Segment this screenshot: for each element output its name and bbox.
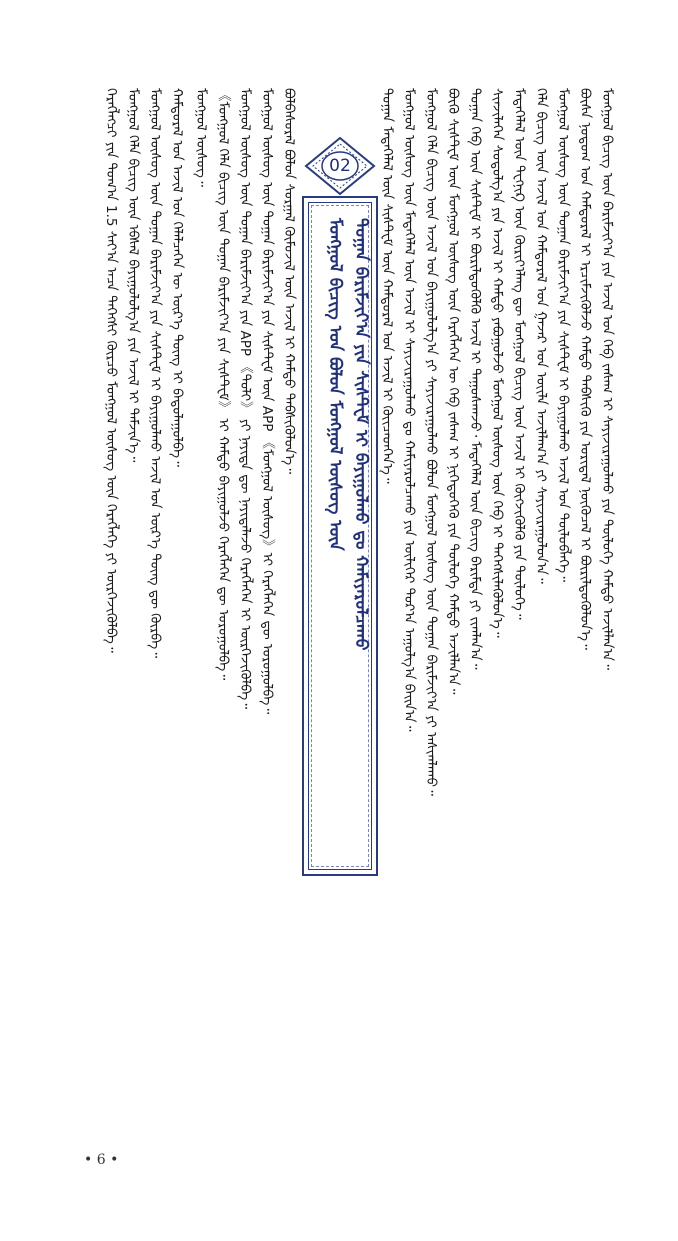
page-number: • 6 •: [84, 1152, 119, 1168]
lower-line-8: ᠮᠣᠩᠭᠣᠯ ᠬᠡᠯᠡ ᠪᠢᠴᠢᠭ ᠦᠨ ᠡᠪᠰᠡᠯ ᠪᠠᠶᠢᠭᠤᠯᠤᠯᠭ᠎ᠠ ᠶᠢᠨ ᠠᠵᠢᠯ ᠢ ᠳᠡᠮᠵᠢᠨ᠎ᠡ᠃: [125, 88, 141, 463]
section-heading-box: [302, 196, 378, 876]
upper-line-1: ᠮᠣᠩᠭᠣᠯ ᠦᠰᠦᠭ ᠦᠨ ᠮᠡᠳᠡᠭᠡᠯᠡᠯ ᠦᠨ ᠠᠵᠢᠯ ᠢ ᠰᠠᠶᠢᠵᠢᠷᠠᠭᠤᠯᠬᠤ ᠳᠤ ᠬᠠᠮᠢᠶᠠᠷᠤᠯᠴᠠᠬᠤ ᠶᠢᠨ ᠦᠯᠢᠭᠡᠷ ᠳᠣᠷ᠎ᠠ ᠠᠭᠤᠯᠭ᠎ᠠ ᠪᠠᠢᠨ᠎ᠠ᠃: [401, 88, 417, 732]
section-heading-line-1: ᠮᠣᠩᠭᠣᠯ ᠪᠢᠴᠢᠭ ᠤᠨ ᠪᠣᠯᠤᠨ ᠮᠣᠩᠭᠣᠯ ᠦᠰᠦᠭ ᠦᠨ: [325, 218, 345, 551]
upper-line-7: ᠬᠡᠯᠡ ᠪᠢᠴᠢᠭ ᠦᠨ ᠠᠵᠢᠯ ᠤᠨ ᠬᠠᠮᠲᠤᠷᠠᠯ ᠤᠨ ᠭᠠᠵᠠᠷ ᠤᠨ ᠦᠢᠯᠡ ᠠᠵᠢᠯᠯᠠᠭ᠎ᠠ ᠶᠢ ᠰᠠᠶᠢᠵᠢᠷᠠᠭᠤᠯᠤᠨ᠎ᠠ᠃: [533, 88, 549, 584]
lower-line-3: ᠮᠣᠩᠭᠣᠯ ᠦᠰᠦᠭ ᠦᠨ ᠲᠣᠭᠠᠨ ᠪᠠᠷᠢᠮᠵᠢᠶ᠎ᠠ ᠶᠢᠨ APP 《ᠲᠣᠯᠢ》 ᠶᠢ ᠨᠡᠶᠢᠲᠡ ᠳᠦ ᠨᠡᠶᠢᠲᠡᠯᠡᠵᠦ ᠬᠡᠷᠡᠭᠯᠡᠭᠡᠨ ᠢ ᠥᠷᠭᠡᠵᠢᠭᠦᠯᠪᠡ᠃: [237, 88, 253, 710]
lower-line-6: ᠬᠠᠮᠲᠤᠷᠠᠯ ᠤᠨ ᠠᠵᠢᠯ ᠤᠨ ᠬᠡᠯᠡᠯᠴᠡᠭᠡᠨ ᠦ ᠦᠷ᠎ᠡ ᠳᠦᠩ ᠢ ᠪᠠᠲᠤᠯᠠᠭᠤᠯᠪᠠ᠃: [169, 88, 185, 467]
upper-line-9: ᠪᠦᠰᠡ ᠨᠤᠲᠤᠭ ᠤᠨ ᠬᠠᠮᠲᠤᠷᠠᠯ ᠢ ᠡᠷᠴᠢᠮᠵᠢᠭᠦᠯᠵᠦ ᠬᠠᠮᠲᠤ ᠳᠡᠪᠰᠢᠬᠦ ᠶᠢᠨ ᠤᠷᠢᠳᠠᠯ ᠨᠥᠬᠦᠴᠡᠯ ᠢ ᠪᠦᠷᠢᠯᠳᠦᠭᠦᠯᠦᠨ᠎ᠡ᠃: [577, 88, 593, 650]
upper-line-8: ᠮᠣᠩᠭᠣᠯ ᠦᠰᠦᠭ ᠦᠨ ᠲᠣᠭᠠᠨ ᠪᠠᠷᠢᠮᠵᠢᠶ᠎ᠠ ᠶᠢᠨ ᠰᠢᠰᠲ᠋ᠧᠮ ᠢ ᠪᠠᠶᠢᠭᠤᠯᠬᠤ ᠠᠵᠢᠯ ᠤᠨ ᠲᠥᠯᠥᠪᠯᠡᠭᠡ᠃: [555, 88, 571, 583]
upper-line-10: ᠮᠣᠩᠭᠣᠯ ᠪᠢᠴᠢᠭ ᠦᠨ ᠪᠠᠷᠢᠮᠵᠢᠶ᠎ᠠ ᠶᠢᠨ ᠠᠵᠢᠯ ᠤᠨ ᠬᠡᠪ ᠵᠠᠰᠠᠭ ᠢ ᠰᠠᠶᠢᠵᠢᠷᠠᠭᠤᠯᠬᠤ ᠶᠢᠨ ᠲᠥᠯᠥᠭᠡ ᠬᠠᠮᠲᠤ ᠠᠵᠢᠯᠯᠠᠨ᠎ᠠ᠃: [599, 88, 615, 670]
lower-line-4: 《ᠮᠣᠩᠭᠣᠯ ᠬᠡᠯᠡ ᠪᠢᠴᠢᠭ ᠦᠨ ᠲᠣᠭᠠᠨ ᠪᠠᠷᠢᠮᠵᠢᠶ᠎ᠠ ᠶᠢᠨ ᠰᠢᠰᠲ᠋ᠧᠮ》 ᠢ ᠬᠠᠮᠲᠤ ᠪᠠᠶᠢᠭᠤᠯᠵᠤ ᠬᠡᠷᠡᠭᠯᠡᠭᠡᠨ ᠳᠦ ᠣᠷᠣᠭᠤᠯᠪᠠ᠃: [215, 88, 231, 681]
upper-line-3: ᠪᠦᠬᠦ ᠰᠢᠰᠲ᠋ᠧᠮ ᠦᠨ ᠮᠣᠩᠭᠣᠯ ᠦᠰᠦᠭ ᠦᠨ ᠬᠡᠷᠡᠭᠯᠡᠭᠡᠨ ᠦ ᠬᠡᠪ ᠵᠠᠰᠠᠭ ᠢ ᠨᠢᠭᠡᠳᠦᠭᠡᠬᠦ ᠶᠢᠨ ᠲᠥᠯᠥᠭᠡ ᠬᠠᠮᠲᠤ ᠠᠵᠢᠯᠯᠠᠨ᠎ᠠ᠃: [445, 88, 461, 695]
upper-line-4: ᠲᠣᠭᠠᠨ ᠬᠡᠪ ᠦᠨ ᠰᠢᠰᠲ᠋ᠧᠮ ᠢ ᠪᠦᠷᠢᠯᠳᠦᠭᠦᠯᠬᠦ ᠠᠵᠢᠯ ᠢ ᠳᠠᠭᠤᠰᠬᠠᠵᠤ᠂ ᠮᠡᠳᠡᠭᠡᠯᠡᠯ ᠦᠨ ᠪᠢᠴᠢᠭ ᠪᠠᠷᠢᠮᠲᠠ ᠶᠢ ᠵᠢᠭᠯᠠᠨ᠎ᠠ᠃: [467, 88, 483, 670]
upper-line-6: ᠮᠡᠳᠡᠭᠡᠯᠡᠯ ᠦᠨ ᠲᠧᠬᠨᠢᠺ ᠦᠨ ᠬᠦᠷᠢᠶ᠎ᠡᠯᠡᠩ ᠳᠦ ᠮᠣᠩᠭᠣᠯ ᠪᠢᠴᠢᠭ ᠦᠨ ᠠᠵᠢᠯ ᠢ ᠬᠥᠭᠵᠢᠭᠦᠯᠬᠦ ᠶᠢᠨ ᠲᠥᠯᠥᠭᠡ᠃: [511, 88, 527, 620]
section-number: 02: [329, 156, 351, 176]
lower-line-9: ᠬᠡᠷᠡᠭᠯᠡᠭᠴᠢ ᠶᠢᠨ ᠲᠣᠭ᠎ᠠ 1.5 ᠰᠠᠶ᠎ᠠ ᠠᠴᠠ ᠳᠡᠭᠡᠭᠰᠢ ᠬᠦᠷᠴᠦ ᠮᠣᠩᠭᠣᠯ ᠦᠰᠦᠭ ᠦᠨ ᠬᠡᠷᠡᠭᠯᠡᠭᠡ ᠶᠢ ᠥᠷᠭᠡᠵᠢᠭᠦᠯᠪᠡ᠃: [103, 88, 119, 653]
lower-line-7: ᠮᠣᠩᠭᠣᠯ ᠦᠰᠦᠭ ᠦᠨ ᠲᠣᠭᠠᠨ ᠪᠠᠷᠢᠮᠵᠢᠶ᠎ᠠ ᠶᠢᠨ ᠰᠢᠰᠲ᠋ᠧᠮ ᠢ ᠪᠠᠶᠢᠭᠤᠯᠬᠤ ᠠᠵᠢᠯ ᠤᠨ ᠦᠷ᠎ᠡ ᠳᠦᠩ ᠳᠦ ᠬᠦᠷᠪᠡ᠃: [147, 88, 163, 659]
lower-line-5: ᠮᠣᠩᠭᠣᠯ ᠦᠰᠦᠭ᠃: [193, 88, 209, 187]
upper-line-5: ᠰᠢᠨᠵᠢᠯᠡᠭᠡᠨ ᠰᠤᠳᠤᠯᠭ᠎ᠠ ᠶᠢᠨ ᠠᠵᠢᠯ ᠢ ᠬᠠᠮᠲᠤ ᠶᠠᠪᠤᠭᠤᠯᠵᠤ ᠮᠣᠩᠭᠣᠯ ᠦᠰᠦᠭ ᠦᠨ ᠬᠡᠪ ᠢ ᠳᠡᠭᠡᠭᠰᠢᠯᠡᠭᠦᠯᠦᠨ᠎ᠡ᠃: [489, 88, 505, 638]
section-heading-line-2: ᠲᠣᠭᠠᠨ ᠪᠠᠷᠢᠮᠵᠢᠶ᠎ᠠ ᠶᠢᠨ ᠰᠢᠰᠲ᠋ᠧᠮ ᠢ ᠪᠠᠶᠢᠭᠤᠯᠬᠤ ᠳᠤ ᠬᠠᠮᠢᠶᠠᠷᠤᠯᠴᠠᠬᠤ: [351, 218, 371, 651]
lower-line-2: ᠮᠣᠩᠭᠣᠯ ᠦᠰᠦᠭ ᠦᠨ ᠲᠣᠭᠠᠨ ᠪᠠᠷᠢᠮᠵᠢᠶ᠎ᠠ ᠶᠢᠨ ᠰᠢᠰᠲ᠋ᠧᠮ ᠦᠨ APP 《ᠮᠣᠩᠭᠣᠯ ᠦᠰᠦᠭ》ᠢ ᠬᠡᠷᠡᠭᠯᠡᠭᠡᠨ ᠳᠦ ᠣᠷᠣᠭᠤᠯᠪᠠ᠃: [259, 88, 275, 715]
upper-line-11: ᠲᠣᠭᠠᠨ ᠮᠡᠳᠡᠭᠡᠯᠡᠯ ᠦᠨ ᠰᠢᠰᠲ᠋ᠧᠮ ᠦᠨ ᠬᠠᠮᠲᠤᠷᠠᠯ ᠤᠨ ᠠᠵᠢᠯ ᠢ ᠭᠦᠢᠴᠡᠳᠬᠡᠨ᠎ᠡ᠃: [379, 88, 395, 484]
upper-line-2: ᠮᠣᠩᠭᠣᠯ ᠬᠡᠯᠡ ᠪᠢᠴᠢᠭ ᠦᠨ ᠠᠵᠢᠯ ᠤᠨ ᠪᠠᠶᠢᠭᠤᠯᠤᠯᠭ᠎ᠠ ᠶᠢ ᠰᠠᠶᠢᠵᠢᠷᠠᠭᠤᠯᠬᠤ ᠪᠣᠯᠤᠨ ᠮᠣᠩᠭᠣᠯ ᠦᠰᠦᠭ ᠦᠨ ᠲᠣᠭᠠᠨ ᠪᠠᠷᠢᠮᠵᠢᠶ᠎ᠠ ᠶᠢ ᠠᠰᠢᠭᠯᠠᠬᠤ᠃: [423, 88, 439, 796]
section-number-badge: [304, 136, 376, 196]
lower-line-1: ᠪᠣᠯᠪᠠᠰᠤᠷᠠᠯ ᠪᠣᠯᠤᠨ ᠰᠤᠷᠭᠠᠯ ᠬᠦᠮᠦᠵᠢᠯ ᠦᠨ ᠠᠵᠢᠯ ᠢ ᠬᠠᠮᠲᠤ ᠳᠡᠪᠰᠢᠭᠦᠯᠦᠨ᠎ᠡ᠃: [281, 88, 297, 474]
